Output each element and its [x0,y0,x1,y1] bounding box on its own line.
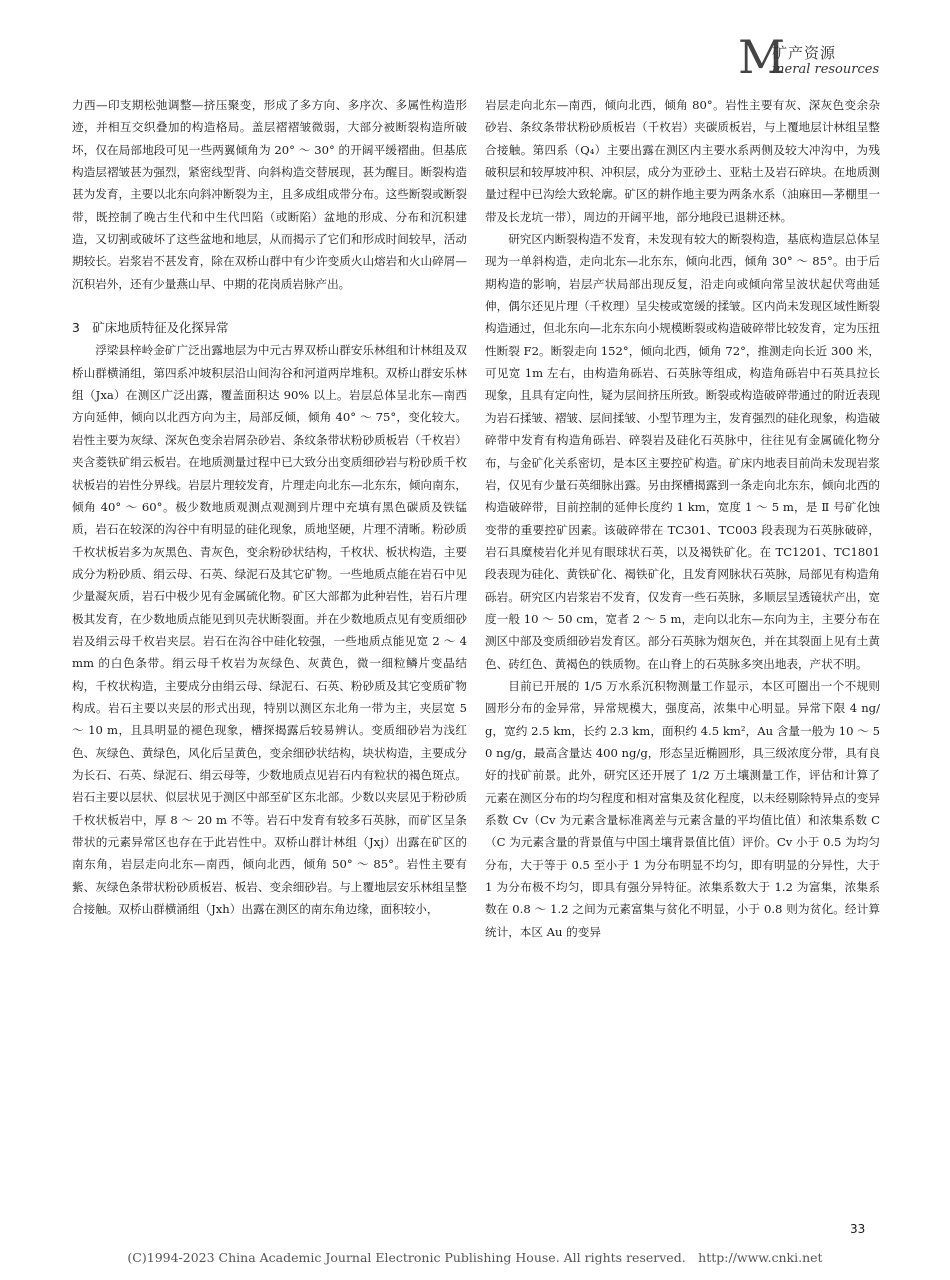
left-column [72,94,467,920]
journal-name-en: ineral resources [772,62,880,77]
page-number: 33 [850,1222,866,1236]
right-column [485,94,880,943]
section-heading: 3 矿床地质特征及化探异常 [72,320,229,336]
journal-name-cn: 矿产资源 [772,44,837,62]
logo-mark: M [738,30,786,84]
paragraph: 岩层走向北东—南西，倾向北西，倾角 80°。岩性主要有灰、深灰色变余杂砂岩、条纹条带状粉砂质板岩（千枚岩）夹碳质板岩，与上覆地层计林组呈整合接触。第四系（Q₄）主要出露在测区内主要水系两侧及较大冲沟中，为残破积层和较厚坡冲积、冲积层，成分为亚砂土、亚粘土及岩石碎块。在地质测量过程中已沟绘大致轮廓。矿区的耕作地主要为两条水系（油麻田—茅棚里一带及长龙坑一带），周边的开阔平地，部分地段已退耕还林。 [485,98,880,224]
paragraph: 研究区内断裂构造不发育，未发现有较大的断裂构造，基底构造层总体呈现为一单斜构造，走向北东—北东东，倾向北西，倾角 30° ～ 85°。由于后期构造的影响，岩层产状局部出现反复，沿走向或倾向常呈波状起伏弯曲延伸，偶尔还见片理（千枚理）呈尖棱或宽缓的揉皱。区内尚未发现区域性断裂构造通过，但北东向—北东东向小规模断裂或构造破碎带比较发育，定为压扭性断裂 F2。断裂走向 152°，倾向北西，倾角 72°，推测走向长近 300 米，可见宽 1m 左右，由构造角砾岩、石英脉等组成，构造角砾岩中石英具拉长现象，且具有定向性，疑为层间挤压所致。断裂或构造破碎带通过的附近表现为岩石揉皱、褶皱、层间揉皱、小型节理为主，发育强烈的硅化现象，构造破碎带中发育有构造角砾岩、碎裂岩及硅化石英脉中，往往见有金属硫化物分布，与金矿化关系密切，是本区主要控矿构造。矿床内地表目前尚未发现岩浆岩，仅见有少量石英细脉出露。另由探槽揭露到一条走向北东东，倾向北西的构造破碎带，目前控制的延伸长度约 1 km，宽度 1 ～ 5 m，是 Ⅱ 号矿化蚀变带的重要控矿因素。该破碎带在 TC301、TC003 段表现为石英脉破碎，岩石具糜棱岩化并见有眼球状石英，以及褐铁矿化。在 TC1201、TC1801 段表现为硅化、黄铁矿化、褐铁矿化，且发育网脉状石英脉，局部见有构造角砾岩。研究区内岩浆岩不发育，仅发育一些石英脉，多顺层呈透镜状产出，宽度一般 10 ～ 50 cm，宽者 2 ～ 5 m，走向以北东—东向为主，主要分布在测区中部及变质细砂岩发育区。部分石英脉为烟灰色，并在其裂面上见有土黄色、砖红色、黄褐色的铁质物。在山脊上的石英脉多突出地表，产状不明。 [485,232,880,671]
paragraph: 目前已开展的 1/5 万水系沉积物测量工作显示，本区可圈出一个不规则圆形分布的金异常，异常规模大，强度高，浓集中心明显。异常下限 4 ng/g，宽约 2.5 km，长约 2.3 km，面积约 4.5 km²，Au 含量一般为 10 ～ 50 ng/g，最高含量达 400 ng/g，形态呈近椭圆形，具三级浓度分带，具有良好的找矿前景。此外，研究区还开展了 1/2 万土壤测量工作，评估和计算了元素在测区分布的均匀程度和相对富集及贫化程度，以未经剔除特异点的变异系数 Cv（Cv 为元素含量标准离差与元素含量的平均值比值）和浓集系数 C（C 为元素含量的背景值与中国土壤背景值比值）评价。Cv 小于 0.5 为均匀分布，大于等于 0.5 至小于 1 为分布明显不均匀，即有明显的分异性，大于 1 为分布极不均匀，即具有强分异特征。浓集系数大于 1.2 为富集，浓集系数在 0.8 ～ 1.2 之间为元素富集与贫化不明显，小于 0.8 则为贫化。经计算统计，本区 Au 的变异 [485,678,880,939]
paragraph: 力西—印支期松弛调整—挤压聚变，形成了多方向、多序次、多属性构造形迹，并相互交织叠加的构造格局。盖层褶褶皱微弱，大部分被断裂构造所破坏，仅在局部地段可见一些两翼倾角为 20° ～ 30° 的开阔平缓褶曲。但基底构造层褶皱甚为强烈，紧密线型背、向斜构造交替展现，甚为醒目。断裂构造甚为发育，主要以北东向斜冲断裂为主，且多成组成带分布。这些断裂或断裂带，既控制了晚古生代和中生代凹陷（或断陷）盆地的形成、分布和沉积建造，又切割或破坏了这些盆地和地层，从而揭示了它们和形成时间较早，活动期较长。岩浆岩不甚发育，除在双桥山群中有少许变质火山熔岩和火山碎屑—沉积岩外，还有少量燕山早、中期的花岗质岩脉产出。 [72,98,467,291]
paragraph: 浮梁县梓岭金矿广泛出露地层为中元古界双桥山群安乐林组和计林组及双桥山群横涌组，第四系冲坡积层沿山间沟谷和河道两岸堆积。双桥山群安乐林组（Jxa）在测区广泛出露，覆盖面积达 90% 以上。岩层总体呈北东—南西方向延伸，倾向以北西方向为主，局部反倾，倾角 40° ～ 75°，变化较大。岩性主要为灰绿、深灰色变余岩屑杂砂岩、条纹条带状粉砂质板岩（千枚岩）夹含菱铁矿绢云板岩。在地质测量过程中已大致分出变质细砂岩与粉砂质千枚状板岩的岩性分界线。岩层片理较发育，片理走向北东—北东东，倾向南东，倾角 40° ～ 60°。极少数地质观测点观测到片理中充填有黑色碳质及铁锰质，岩石在较深的沟谷中有明显的硅化现象，质地坚硬，片理不清晰。粉砂质千枚状板岩多为灰黑色、青灰色，变余粉砂状结构，千枚状、板状构造，主要成分为粉砂质、绢云母、石英、绿泥石及其它矿物。一些地质点能在岩石中见少量凝灰质，岩石中极少见有金属硫化物。矿区大部都为此种岩性，岩石片理极其发育，在少数地质点能见到贝壳状断裂面。并在少数地质点见有变质细砂岩及绢云母千枚岩夹层。岩石在沟谷中硅化较强，一些地质点能见宽 2 ～ 4 mm 的白色条带。绢云母千枚岩为灰绿色、灰黄色，微一细粒鳞片变晶结构，千枚状构造，主要成分由绢云母、绿泥石、石英、粉砂质及其它变质矿物构成。岩石主要以夹层的形式出现，特别以测区东北角一带为主，夹层宽 5 ～ 10 m，且具明显的褪色现象，槽探揭露后较易辨认。变质细砂岩为浅红色、灰绿色、黄绿色，风化后呈黄色，变余细砂状结构，块状构造，主要成分为长石、石英、绿泥石、绢云母等，少数地质点见岩石内有粒状的褐色斑点。岩石主要以层状、似层状见于测区中部至矿区东北部。少数以夹层见于粉砂质千枚状板岩中，厚 8 ～ 20 m 不等。岩石中发育有较多石英脉，而矿区呈条带状的元素异常区也存在于此岩性中。双桥山群计林组（Jxj）出露在矿区的南东角，岩层走向北东—南西，倾向北西，倾角 50° ～ 85°。岩性主要有紫、灰绿色条带状粉砂质板岩、板岩、变余细砂岩。与上覆地层安乐林组呈整合接触。双桥山群横涌组（Jxh）出露在测区的南东角边缘，面积较小， [72,343,467,917]
copyright-footer: (C)1994-2023 China Academic Journal Electronic Publishing House. All rights reserved. http://www.cnki.net [127,1250,823,1265]
journal-logo [738,30,918,84]
